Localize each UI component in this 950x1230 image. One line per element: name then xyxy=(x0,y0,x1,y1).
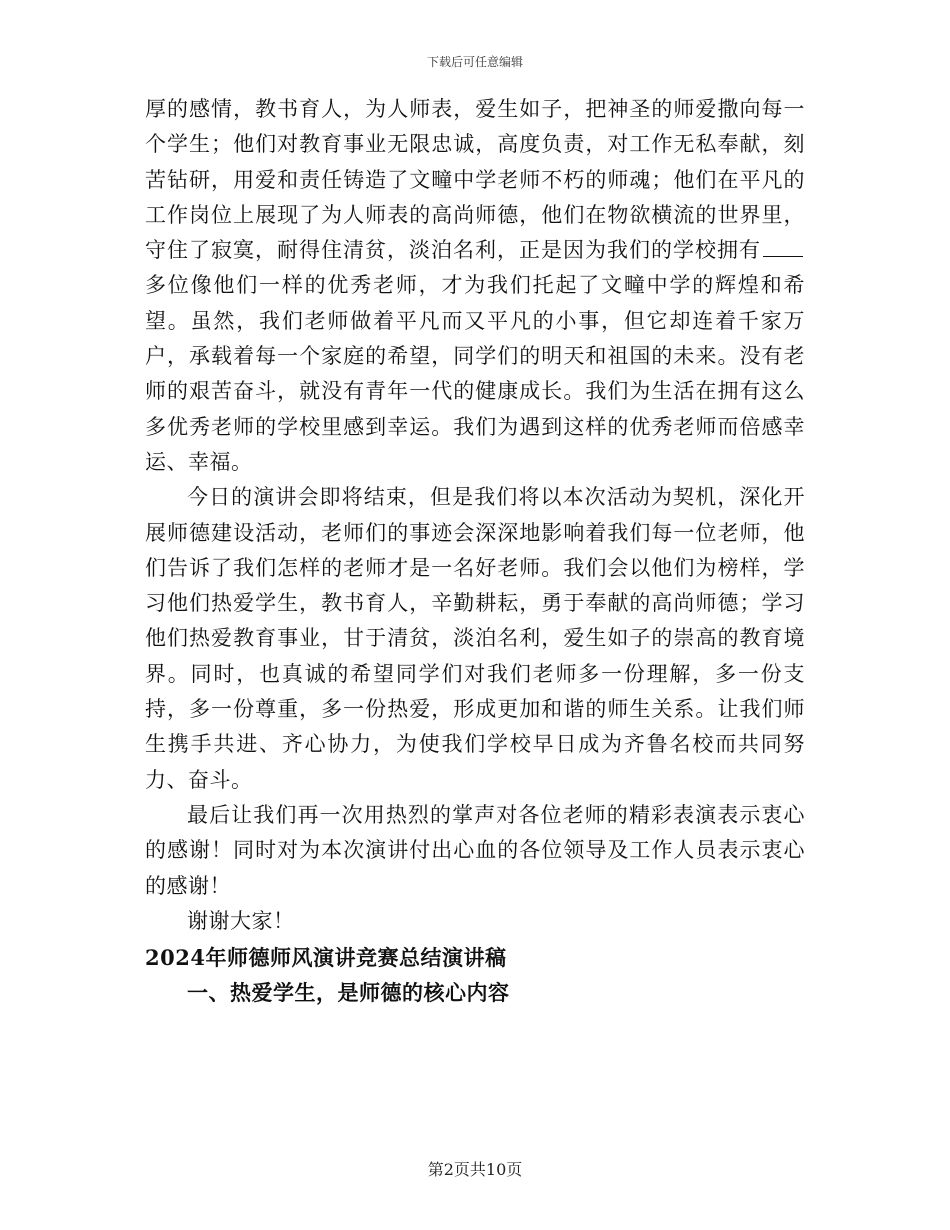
page-header: 下载后可任意编辑 xyxy=(426,55,523,69)
paragraph-4: 谢谢大家！ xyxy=(187,908,295,933)
paragraph-1-part-1: 厚的感情，教书育人，为人师表，爱生如子，把神圣的师爱撒向每一个学生；他们对教育事业无限忠诚，高度负责，对工作无私奉献，刻苦钻研，用爱和责任铸造了文疃中学老师不朽的师魂；他们在平凡的工作岗位上展现了为人师表的高尚师德，他们在物欲横流的世界里，守住了寂寞，耐得住清贫，淡泊名利，正是因为我们的学校拥有 xyxy=(145,97,805,263)
page-footer: 第2页共10页 xyxy=(427,1160,523,1179)
document-title: 2024年师德师风演讲竞赛总结演讲稿 xyxy=(145,945,507,971)
paragraph-1 xyxy=(145,92,805,480)
document-body xyxy=(145,92,805,1011)
paragraph-2: 今日的演讲会即将结束，但是我们将以本次活动为契机，深化开展师德建设活动，老师们的事迹会深深地影响着我们每一位老师，他们告诉了我们怎样的老师才是一名好老师。我们会以他们为榜样，学习他们热爱学生，教书育人，辛勤耕耘，勇于奉献的高尚师德；学习他们热爱教育事业，甘于清贫，淡泊名利，爱生如子的崇高的教育境界。同时，也真诚的希望同学们对我们老师多一份理解，多一份支持，多一份尊重，多一份热爱，形成更加和谐的师生关系。让我们师生携手共进、齐心协力，为使我们学校早日成为齐鲁名校而共同努力、奋斗。 xyxy=(145,485,805,792)
paragraph-3: 最后让我们再一次用热烈的掌声对各位老师的精彩表演表示衷心的感谢！同时对为本次演讲付出心血的各位领导及工作人员表示衷心的感谢！ xyxy=(145,802,805,898)
section-heading: 一、热爱学生，是师德的核心内容 xyxy=(187,980,510,1006)
fill-in-blank xyxy=(763,238,803,257)
paragraph-1-part-2: 多位像他们一样的优秀老师，才为我们托起了文疃中学的辉煌和希望。虽然，我们老师做着平凡而又平凡的小事，但它却连着千家万户，承载着每一个家庭的希望，同学们的明天和祖国的未来。没有老师的艰苦奋斗，就没有青年一代的健康成长。我们为生活在拥有这么多优秀老师的学校里感到幸运。我们为遇到这样的优秀老师而倍感幸运、幸福。 xyxy=(145,273,805,474)
